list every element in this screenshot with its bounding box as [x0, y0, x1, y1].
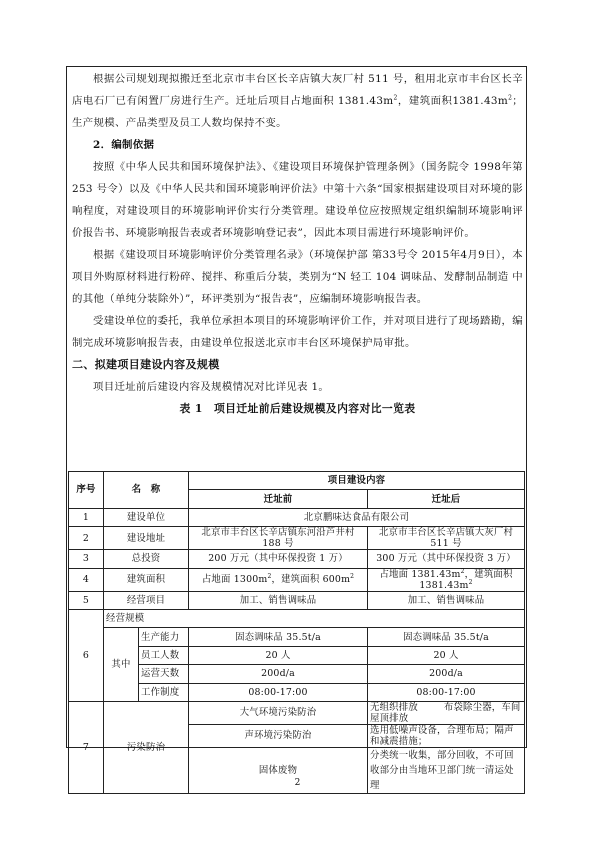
pollution-value: 分类统一收集，部分回收，不可回收部分由当地环卫部门统一清运处理: [368, 747, 525, 793]
table-row: [69, 701, 525, 724]
row-name: 建设单位: [104, 508, 189, 526]
pollution-key: 大气环境污染防治: [189, 701, 368, 724]
row-name: 总投资: [104, 550, 189, 568]
header-before: 迁址前: [189, 490, 368, 508]
row-before: [189, 568, 368, 591]
table-header-row: [69, 472, 525, 490]
para1-text-b: ，建筑面积1381.43m: [397, 95, 509, 107]
para1-text-c: ；生产规模、产品类型及员工人数均保持不变。: [72, 95, 524, 129]
row-before: 08:00-17:00: [189, 683, 368, 701]
row-no: 7: [69, 701, 104, 793]
document-body: [72, 68, 523, 418]
row-after: [368, 568, 525, 591]
scale-title: 经营规模: [104, 609, 525, 627]
scale-subgroup: 其中: [104, 628, 139, 702]
row-before: 固态调味品 35.5t/a: [189, 628, 368, 646]
area-text: 占地面 1300m: [201, 574, 268, 586]
row-after: 北京市丰台区长辛店镇大灰厂村 511 号: [368, 527, 525, 550]
header-no: 序号: [69, 472, 104, 509]
row-after: 20 人: [368, 646, 525, 664]
row-after: 加工、销售调味品: [368, 591, 525, 609]
table-title: 表 1 项目迁址前后建设规模及内容对比一览表: [179, 402, 416, 415]
scale-key: 工作制度: [139, 683, 189, 701]
superscript: 2: [460, 567, 465, 575]
header-after: 迁址后: [368, 490, 525, 508]
section-heading: 二、拟建项目建设内容及规模: [72, 358, 220, 371]
scale-key: 员工人数: [139, 646, 189, 664]
row-name: 经营项目: [104, 591, 189, 609]
area-text: ，建筑面积 600m: [271, 574, 351, 586]
table-row: [69, 591, 525, 609]
row-before: 200d/a: [189, 665, 368, 683]
header-name: 名 称: [104, 472, 189, 509]
row-no: 4: [69, 568, 104, 591]
pollution-key: 声环境污染防治: [189, 724, 368, 747]
row-no: 2: [69, 527, 104, 550]
air-before: 无组织排放: [370, 701, 418, 713]
superscript: 2: [350, 572, 355, 580]
basis-heading: 2．编制依据: [93, 139, 155, 151]
superscript: 2: [468, 578, 473, 586]
row-name: 建设地址: [104, 527, 189, 550]
table-row: [69, 568, 525, 591]
scale-key: 运营天数: [139, 665, 189, 683]
scale-key: 生产能力: [139, 628, 189, 646]
pollution-key: 固体废物: [189, 747, 368, 793]
row-before: 北京市丰台区长辛店镇东河沿芦井村 188 号: [189, 527, 368, 550]
area-text: 占地面 1381.43m: [379, 568, 461, 580]
superscript: 2: [267, 572, 272, 580]
commission-paragraph: 受建设单位的委托，我单位承担本项目的环境影响评价工作，并对项目进行了现场踏勘，编制完成环境影响报告表，由建设单位报送北京市丰台区环境保护局审批。: [72, 315, 523, 349]
header-content: 项目建设内容: [189, 472, 525, 490]
row-after: 08:00-17:00: [368, 683, 525, 701]
basis-paragraph: 按照《中华人民共和国环境保护法》、《建设项目环境保护管理条例》（国务院令 1998年第 253 号令）以及《中华人民共和国环境影响评价法》中第十六条“国家根据建设项目对环境的影响程度，对建设项目的环境影响评价实行分类管理。建设单位应按照规定组织编制环境影响评价报告书、环境影响报告表或者环境影响登记表”，因此本项目需进行环境影响评价。: [72, 161, 523, 239]
air-values: [368, 701, 525, 724]
row-no: 3: [69, 550, 104, 568]
page-number: 2: [294, 778, 301, 788]
area-text: ，建筑面积 1381.43m: [419, 568, 513, 591]
row-after: 200d/a: [368, 665, 525, 683]
classification-paragraph: 根据《建设项目环境影响评价分类管理名录》（环境保护部 第33号令 2015年4月9日），本项目外购原材料进行粉碎、搅拌、称重后分装，类别为“N 轻工 104 调味品、发酵制品制造 中的其他（单纯分装除外）”，环评类别为“报告表”，应编制环境影响报告表。: [72, 249, 523, 305]
para1-text-a: 根据公司规划现拟搬迁至北京市丰台区长辛店镇大灰厂村 511 号，租用北京市丰台区长辛店电石厂已有闲置厂房进行生产。迁址后项目占地面积 1381.43m: [72, 73, 523, 107]
air-after: 布袋除尘器，车间屋顶排放: [370, 701, 521, 724]
table-row: [69, 609, 525, 627]
row-after: 固态调味品 35.5t/a: [368, 628, 525, 646]
table-row: [69, 628, 525, 646]
row-no: 6: [69, 609, 104, 701]
row-before: 200 万元（其中环保投资 1 万）: [189, 550, 368, 568]
row-name: 建筑面积: [104, 568, 189, 591]
table-row: [69, 550, 525, 568]
row-name: 污染防治: [104, 701, 189, 793]
table-intro-paragraph: 项目迁址前后建设内容及规模情况对比详见表 1。: [93, 381, 330, 393]
superscript: 2: [393, 94, 398, 102]
superscript: 2: [508, 94, 513, 102]
row-before: 加工、销售调味品: [189, 591, 368, 609]
pollution-value: 选用低噪声设备，合理布局；隔声和减震措施；: [368, 724, 525, 747]
table-row: [69, 508, 525, 526]
comparison-table: [68, 471, 525, 794]
row-no: 5: [69, 591, 104, 609]
row-after: 300 万元（其中环保投资 3 万）: [368, 550, 525, 568]
relocation-paragraph: [72, 68, 523, 134]
row-no: 1: [69, 508, 104, 526]
table-row: [69, 527, 525, 550]
row-value: 北京鹏味达食品有限公司: [189, 508, 525, 526]
row-before: 20 人: [189, 646, 368, 664]
